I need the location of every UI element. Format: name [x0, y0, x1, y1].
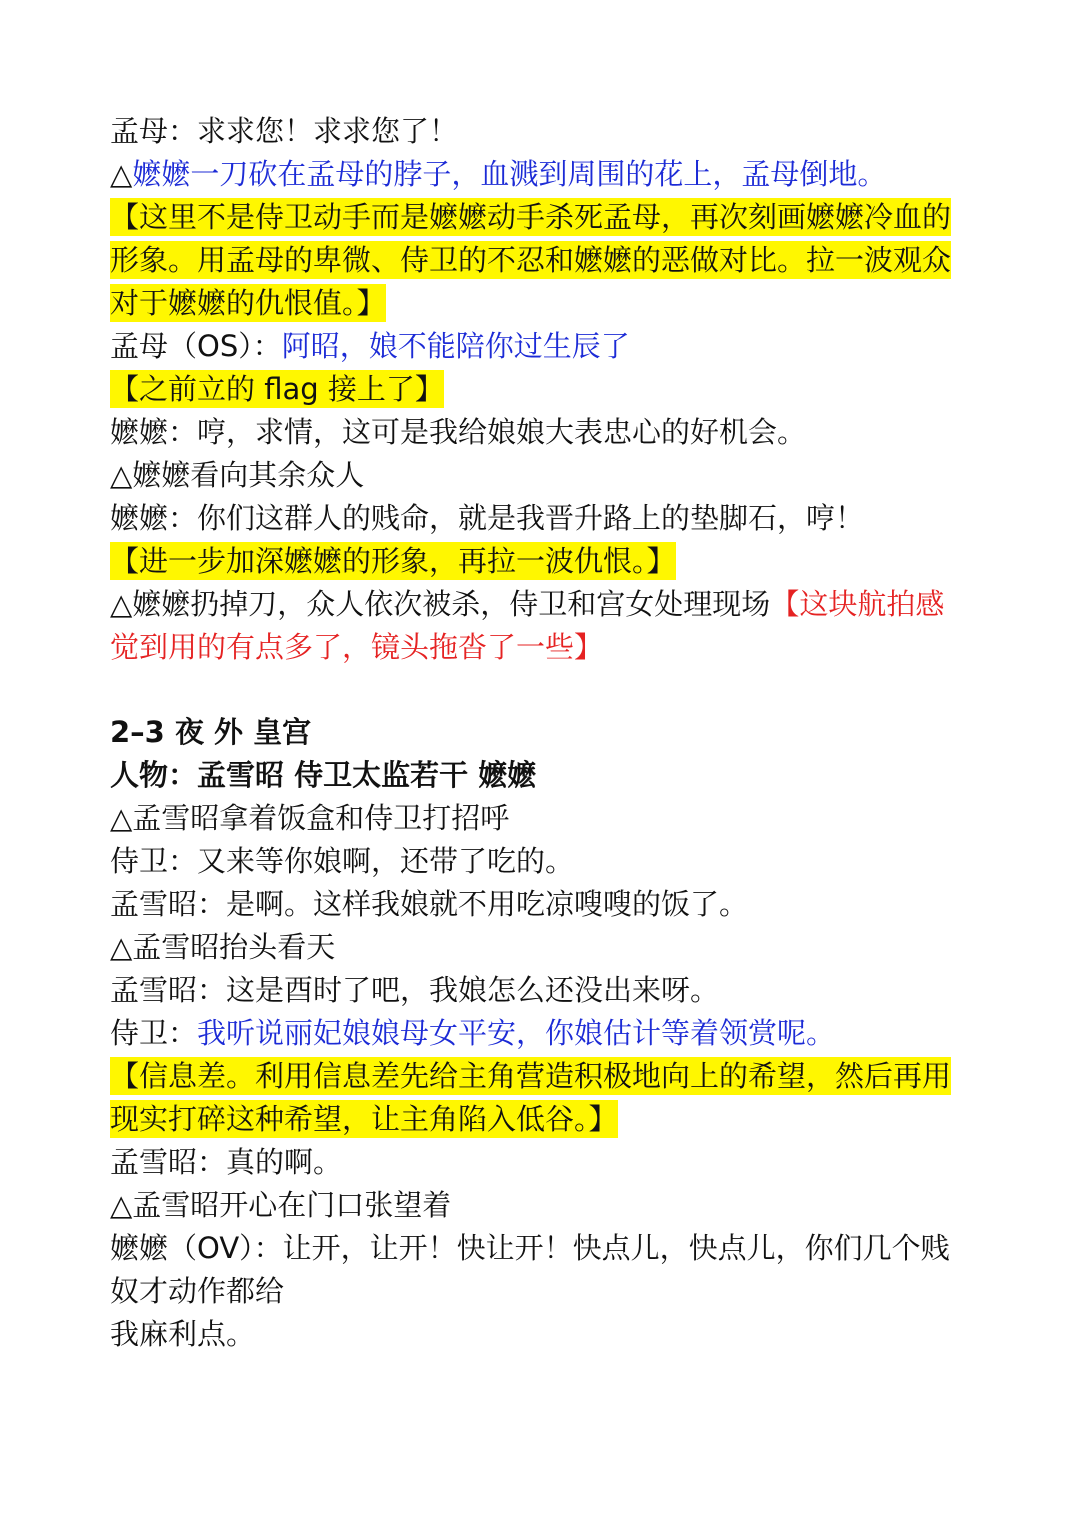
speaker: 孟雪昭： — [110, 973, 227, 1007]
dialogue-text: 阿昭，娘不能陪你过生辰了 — [281, 329, 630, 363]
action-line — [110, 153, 970, 196]
speaker: 孟母（OS）： — [110, 329, 282, 363]
speaker: 侍卫： — [110, 844, 198, 878]
dialogue-line — [110, 969, 970, 1012]
action-line — [110, 926, 970, 969]
dialogue-text: 真的啊。 — [226, 1145, 343, 1179]
action-line — [110, 583, 970, 669]
action-prefix: △ — [110, 157, 133, 191]
dialogue-text: 是啊。这样我娘就不用吃凉嗖嗖的饭了。 — [226, 887, 749, 921]
speaker: 孟母： — [110, 114, 198, 148]
speaker: 嬷嬷： — [110, 415, 198, 449]
dialogue-text: 我听说丽妃娘娘母女平安，你娘估计等着领赏呢。 — [197, 1016, 836, 1050]
dialogue-line — [110, 110, 970, 153]
speaker: 嬷嬷（OV）： — [110, 1231, 283, 1265]
dialogue-line — [110, 325, 970, 368]
annotation-note: 【之前立的 flag 接上了】 — [110, 372, 444, 406]
dialogue-line — [110, 411, 970, 454]
review-comment: 【这块航拍感觉到用的有点多了，镜头拖沓了一些】 — [110, 587, 945, 664]
annotation-line — [110, 196, 970, 325]
action-line — [110, 797, 970, 840]
dialogue-line — [110, 1141, 970, 1184]
script-page — [110, 110, 970, 1356]
dialogue-continuation — [110, 1313, 970, 1356]
annotation-line — [110, 368, 970, 411]
scene-characters: 人物：孟雪昭 侍卫太监若干 嬷嬷 — [110, 758, 537, 792]
speaker: 孟雪昭： — [110, 1145, 227, 1179]
action-text: △嬷嬷看向其余众人 — [110, 458, 365, 492]
dialogue-text: 你们这群人的贱命，就是我晋升路上的垫脚石，哼！ — [197, 501, 865, 535]
speaker: 孟雪昭： — [110, 887, 227, 921]
dialogue-line — [110, 1227, 970, 1313]
action-text: 嬷嬷一刀砍在孟母的脖子，血溅到周围的花上，孟母倒地。 — [132, 157, 887, 191]
section-spacer — [110, 669, 970, 711]
annotation-note: 【信息差。利用信息差先给主角营造积极地向上的希望，然后再用现实打碎这种希望，让主角陷入低谷。】 — [110, 1059, 952, 1136]
dialogue-text: 哼，求情，这可是我给娘娘大表忠心的好机会。 — [197, 415, 807, 449]
dialogue-line — [110, 1012, 970, 1055]
annotation-note: 【进一步加深嬷嬷的形象，再拉一波仇恨。】 — [110, 544, 676, 578]
annotation-line — [110, 1055, 970, 1141]
action-line — [110, 1184, 970, 1227]
action-text: △孟雪昭开心在门口张望着 — [110, 1188, 452, 1222]
action-text: △孟雪昭拿着饭盒和侍卫打招呼 — [110, 801, 510, 835]
dialogue-line — [110, 497, 970, 540]
scene-heading: 2–3 夜 外 皇宫 — [110, 715, 312, 749]
action-text: △嬷嬷扔掉刀，众人依次被杀，侍卫和宫女处理现场 — [110, 587, 771, 621]
speaker: 侍卫： — [110, 1016, 198, 1050]
dialogue-line — [110, 883, 970, 926]
dialogue-line — [110, 840, 970, 883]
action-text: △孟雪昭抬头看天 — [110, 930, 336, 964]
dialogue-text: 这是酉时了吧，我娘怎么还没出来呀。 — [226, 973, 720, 1007]
annotation-note: 【这里不是侍卫动手而是嬷嬷动手杀死孟母，再次刻画嬷嬷冷血的形象。用孟母的卑微、侍卫的不忍和嬷嬷的恶做对比。拉一波观众对于嬷嬷的仇恨值。】 — [110, 200, 952, 320]
annotation-line — [110, 540, 970, 583]
speaker: 嬷嬷： — [110, 501, 198, 535]
dialogue-text: 又来等你娘啊，还带了吃的。 — [197, 844, 575, 878]
dialogue-text: 我麻利点。 — [110, 1317, 256, 1351]
dialogue-text: 求求您！求求您了！ — [197, 114, 459, 148]
dialogue-text: 让开，让开！快让开！快点儿，快点儿，你们几个贱奴才动作都给 — [110, 1231, 950, 1308]
action-line — [110, 454, 970, 497]
